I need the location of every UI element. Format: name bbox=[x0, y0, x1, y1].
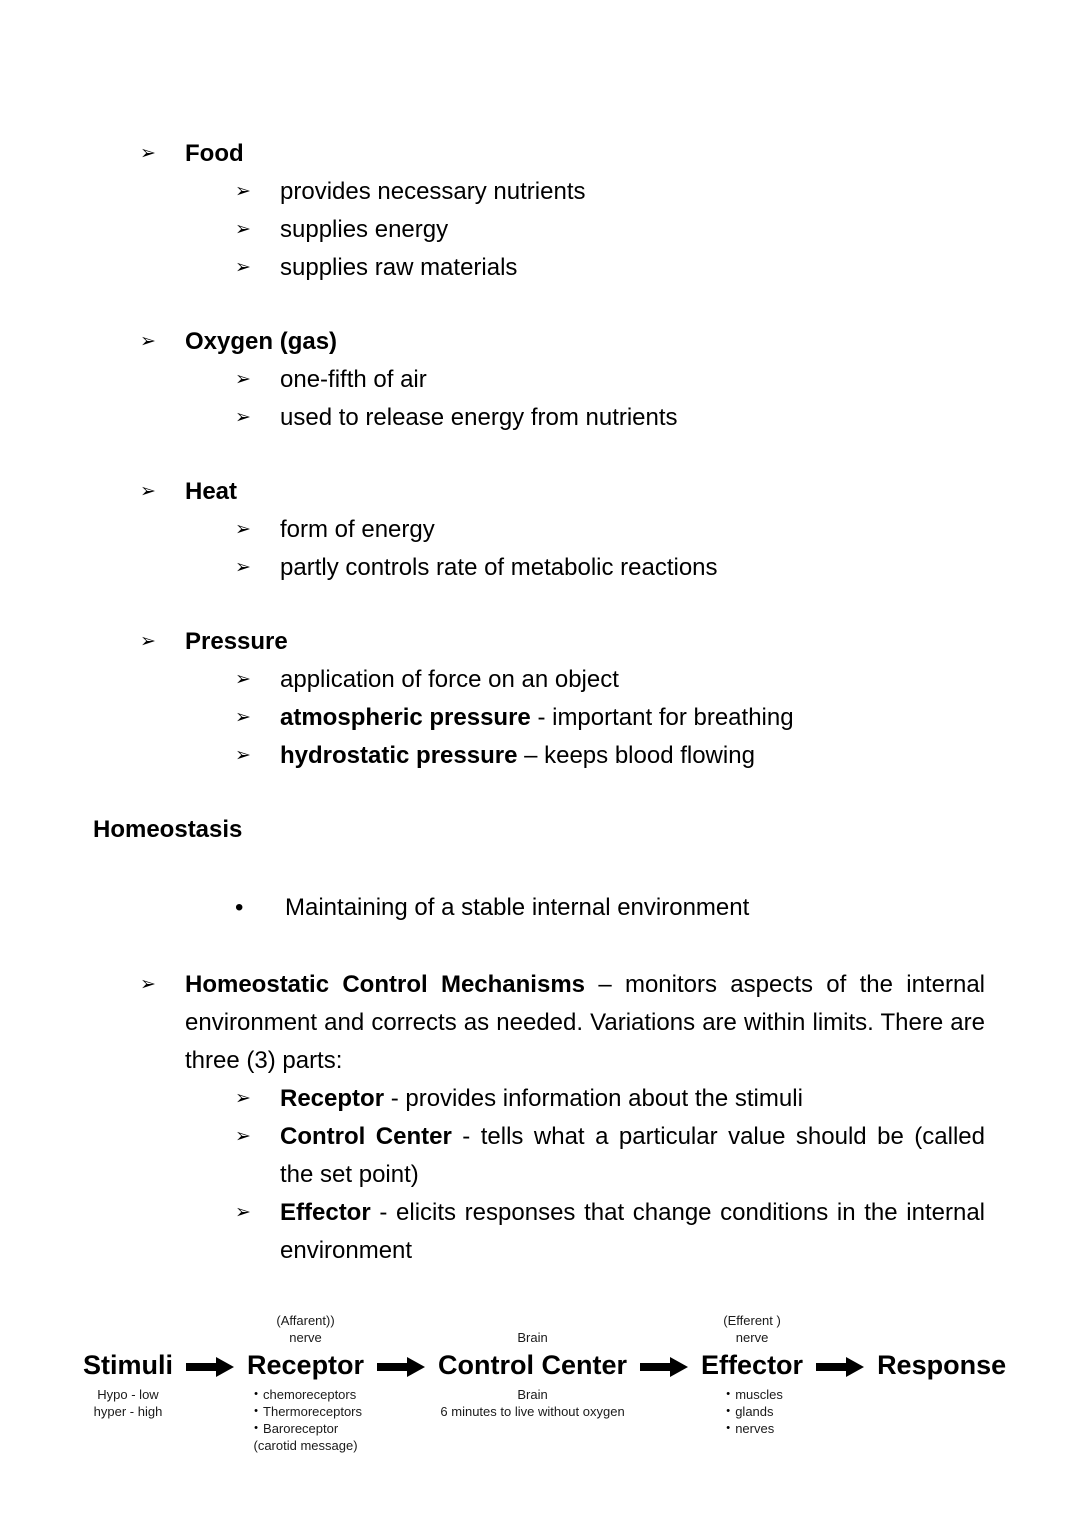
flow-arrow-icon bbox=[377, 1354, 425, 1385]
flow-arrow-icon bbox=[640, 1354, 688, 1385]
list-item bbox=[235, 399, 985, 437]
part-rest: - tells what a particular value should be (called the set point) bbox=[280, 1123, 985, 1188]
arrow-bullet-icon: ➢ bbox=[235, 519, 251, 540]
list-item bbox=[235, 249, 985, 287]
arrow-bullet-icon: ➢ bbox=[140, 331, 156, 352]
node-note: Hypo - low bbox=[97, 1387, 159, 1402]
arrow-bullet-icon: ➢ bbox=[235, 707, 251, 728]
arrow-bullet-icon: ➢ bbox=[235, 407, 251, 428]
node-response bbox=[877, 1300, 1006, 1386]
list-item bbox=[235, 211, 985, 249]
list-title: Heat bbox=[185, 478, 238, 505]
node-note: Brain bbox=[517, 1330, 548, 1345]
node-note: hyper - high bbox=[93, 1404, 163, 1419]
arrow-bullet-icon: ➢ bbox=[235, 745, 251, 766]
list-item-rest: - important for breathing bbox=[530, 704, 794, 731]
node-bullet-line bbox=[721, 1403, 773, 1420]
node-bullet-line bbox=[249, 1386, 356, 1403]
node-note: 6 minutes to live without oxygen bbox=[440, 1404, 625, 1419]
node-below bbox=[721, 1386, 783, 1437]
flow-arrow-icon bbox=[816, 1354, 864, 1385]
list-title-row bbox=[140, 323, 985, 361]
node-note: nerves bbox=[735, 1421, 775, 1436]
node-label: Stimuli bbox=[83, 1350, 174, 1380]
list-item-rest: application of force on an object bbox=[280, 666, 619, 693]
list-title-row bbox=[140, 135, 985, 173]
node-bullet-line bbox=[249, 1403, 362, 1420]
list-item bbox=[235, 699, 985, 737]
list-group-pressure bbox=[93, 623, 985, 775]
mechanisms-paragraph bbox=[140, 966, 985, 1080]
part-bold: Receptor bbox=[280, 1085, 385, 1112]
list-item-rest: supplies raw materials bbox=[280, 254, 518, 281]
definition-text: Maintaining of a stable internal environment bbox=[285, 894, 750, 921]
arrow-bullet-icon: ➢ bbox=[235, 369, 251, 390]
mechanism-part-effector bbox=[235, 1194, 985, 1270]
part-text bbox=[280, 1080, 985, 1118]
part-text bbox=[280, 1194, 985, 1270]
homeostasis-flow-diagram bbox=[83, 1300, 1073, 1454]
arrow-bullet-icon: ➢ bbox=[235, 557, 251, 578]
list-item bbox=[235, 511, 985, 549]
list-item-bold: hydrostatic pressure bbox=[280, 742, 518, 769]
node-note: (Efferent ) bbox=[723, 1313, 781, 1328]
list-item-text bbox=[280, 737, 755, 775]
list-item-rest: – keeps blood flowing bbox=[517, 742, 755, 769]
node-note: Brain bbox=[517, 1387, 548, 1402]
arrow-bullet-icon: ➢ bbox=[235, 1088, 251, 1109]
node-bullet-line bbox=[249, 1420, 338, 1437]
node-label: Receptor bbox=[247, 1350, 365, 1380]
arrow-bullet-icon: ➢ bbox=[235, 181, 251, 202]
node-below bbox=[249, 1386, 362, 1454]
list-item-text bbox=[280, 511, 435, 549]
node-note: chemoreceptors bbox=[263, 1387, 357, 1402]
list-item bbox=[235, 361, 985, 399]
arrow-bullet-icon: ➢ bbox=[235, 669, 251, 690]
node-bullet-line bbox=[721, 1420, 774, 1437]
part-bold: Control Center bbox=[280, 1123, 452, 1150]
node-above bbox=[517, 1300, 547, 1346]
node-note: Thermoreceptors bbox=[263, 1404, 363, 1419]
list-group-oxygen bbox=[93, 323, 985, 437]
dot-bullet-icon: • bbox=[726, 1405, 731, 1417]
list-group-heat bbox=[93, 473, 985, 587]
node-note: (Affarent)) bbox=[276, 1313, 335, 1328]
list-item-bold: atmospheric pressure bbox=[280, 704, 531, 731]
node-note: nerve bbox=[289, 1330, 322, 1345]
list-title-row bbox=[140, 623, 985, 661]
arrow-bullet-icon: ➢ bbox=[235, 257, 251, 278]
part-rest: - provides information about the stimuli bbox=[384, 1085, 803, 1112]
node-effector bbox=[701, 1300, 803, 1437]
mechanisms-text bbox=[185, 966, 985, 1080]
list-item-rest: provides necessary nutrients bbox=[280, 178, 586, 205]
list-title: Pressure bbox=[185, 628, 288, 655]
node-note: Baroreceptor bbox=[263, 1421, 339, 1436]
node-stimuli bbox=[83, 1300, 173, 1420]
dot-bullet-icon: • bbox=[235, 894, 244, 921]
node-label: Response bbox=[877, 1350, 1007, 1380]
arrow-bullet-icon: ➢ bbox=[140, 631, 156, 652]
list-item-text bbox=[280, 211, 448, 249]
list-item-rest: used to release energy from nutrients bbox=[280, 404, 678, 431]
flow-arrow-icon bbox=[186, 1354, 234, 1385]
node-label: Control Center bbox=[438, 1350, 628, 1380]
list-item bbox=[235, 737, 985, 775]
arrow-bullet-icon: ➢ bbox=[235, 219, 251, 240]
list-item bbox=[235, 549, 985, 587]
node-below bbox=[440, 1386, 624, 1420]
arrow-bullet-icon: ➢ bbox=[140, 143, 156, 164]
mechanism-part-control-center bbox=[235, 1118, 985, 1194]
node-above bbox=[276, 1300, 334, 1346]
list-item-text bbox=[280, 399, 678, 437]
list-item-text bbox=[280, 549, 718, 587]
list-item-text bbox=[280, 173, 585, 211]
node-above bbox=[723, 1300, 781, 1346]
list-item-rest: form of energy bbox=[280, 516, 435, 543]
mechanisms-bold: Homeostatic Control Mechanisms bbox=[185, 971, 586, 998]
dot-bullet-icon: • bbox=[254, 1405, 258, 1417]
mechanisms-rest: – monitors aspects of the internal environment and corrects as needed. Variations are within limits. There are three (3) parts: bbox=[185, 971, 985, 1074]
section-heading-homeostasis: Homeostasis bbox=[93, 816, 243, 843]
list-item-rest: partly controls rate of metabolic reactions bbox=[280, 554, 718, 581]
list-item-rest: one-fifth of air bbox=[280, 366, 427, 393]
node-receptor bbox=[247, 1300, 364, 1454]
mechanism-part-receptor bbox=[235, 1080, 985, 1118]
list-item-text bbox=[280, 699, 794, 737]
arrow-bullet-icon: ➢ bbox=[140, 481, 156, 502]
node-control-center bbox=[438, 1300, 627, 1420]
dot-bullet-icon: • bbox=[254, 1388, 258, 1400]
arrow-bullet-icon: ➢ bbox=[235, 1126, 251, 1147]
list-item-text bbox=[280, 249, 517, 287]
dot-bullet-icon: • bbox=[726, 1422, 731, 1434]
node-below bbox=[94, 1386, 163, 1420]
list-title: Food bbox=[185, 140, 244, 167]
list-item-rest: supplies energy bbox=[280, 216, 449, 243]
dot-bullet-icon: • bbox=[726, 1388, 731, 1400]
list-item bbox=[235, 661, 985, 699]
dot-bullet-icon: • bbox=[254, 1422, 258, 1434]
list-item-text bbox=[280, 361, 427, 399]
node-bullet-line bbox=[721, 1386, 783, 1403]
node-note: nerve bbox=[735, 1330, 769, 1345]
node-label: Effector bbox=[701, 1350, 804, 1380]
node-note: (carotid message) bbox=[253, 1438, 358, 1453]
list-group-food bbox=[93, 135, 985, 287]
list-item-text bbox=[280, 661, 619, 699]
node-note: muscles bbox=[735, 1387, 783, 1402]
part-bold: Effector bbox=[280, 1199, 371, 1226]
part-text bbox=[280, 1118, 985, 1194]
list-title: Oxygen (gas) bbox=[185, 328, 338, 355]
part-rest: - elicits responses that change conditions in the internal environment bbox=[280, 1199, 985, 1264]
arrow-bullet-icon: ➢ bbox=[140, 974, 156, 995]
node-note: glands bbox=[735, 1404, 774, 1419]
homeostasis-definition bbox=[235, 889, 985, 927]
arrow-bullet-icon: ➢ bbox=[235, 1202, 251, 1223]
list-item bbox=[235, 173, 985, 211]
list-title-row bbox=[140, 473, 985, 511]
